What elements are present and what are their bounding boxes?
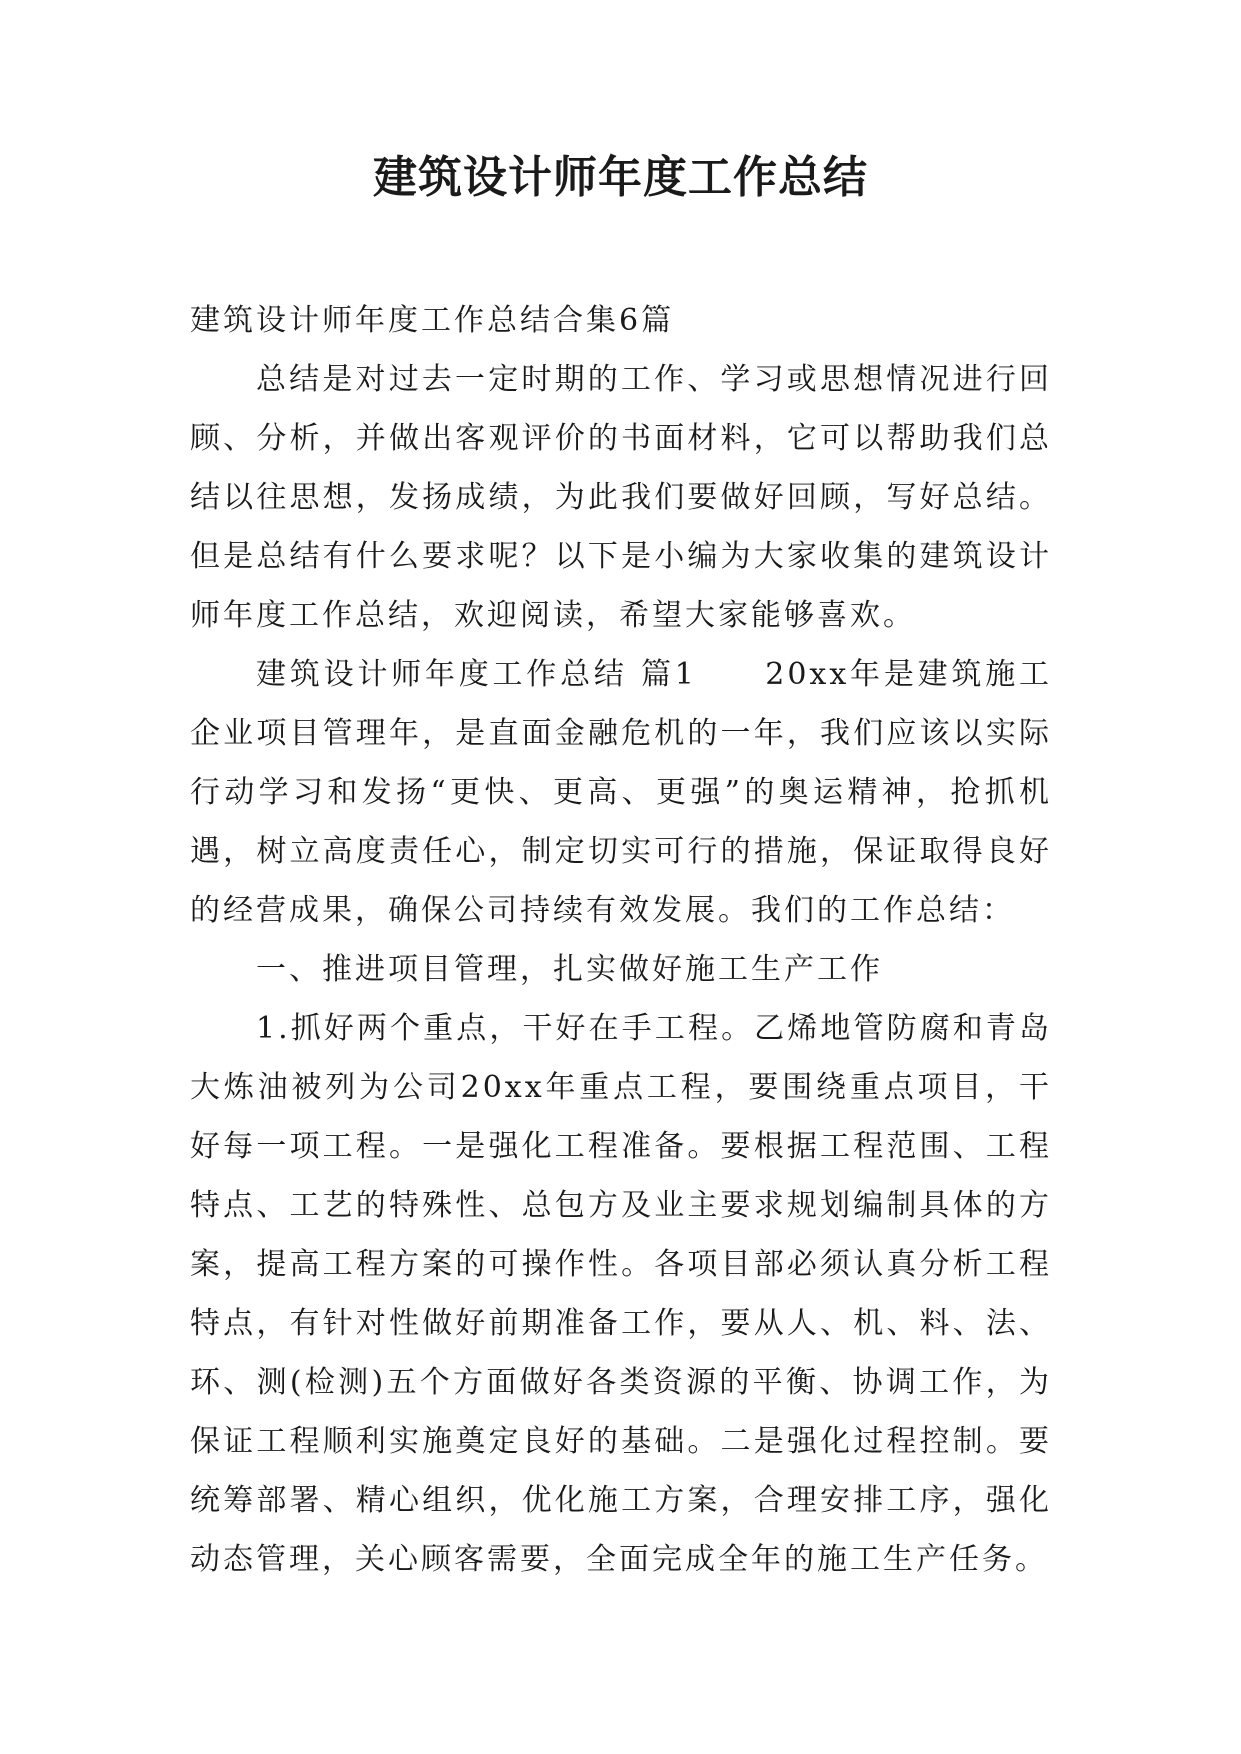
document-body <box>190 291 1052 1589</box>
paragraph-part-one: 建筑设计师年度工作总结 篇1 20xx年是建筑施工企业项目管理年，是直面金融危机的一年，我们应该以实际行动学习和发扬“更快、更高、更强”的奥运精神，抢抓机遇，树立高度责任心，制定切实可行的措施，保证取得良好的经营成果，确保公司持续有效发展。我们的工作总结： <box>190 657 1052 928</box>
paragraph-subtitle: 建筑设计师年度工作总结合集6篇 <box>190 303 675 338</box>
paragraph-section-heading: 一、推进项目管理，扎实做好施工生产工作 <box>256 952 883 987</box>
paragraph-intro: 总结是对过去一定时期的工作、学习或思想情况进行回顾、分析，并做出客观评价的书面材料，它可以帮助我们总结以往思想，发扬成绩，为此我们要做好回顾，写好总结。但是总结有什么要求呢？以下是小编为大家收集的建筑设计师年度工作总结，欢迎阅读，希望大家能够喜欢。 <box>190 362 1052 633</box>
paragraph-point-one: 1.抓好两个重点，干好在手工程。乙烯地管防腐和青岛大炼油被列为公司20xx年重点工程，要围绕重点项目，干好每一项工程。一是强化工程准备。要根据工程范围、工程特点、工艺的特殊性、总包方及业主要求规划编制具体的方案，提高工程方案的可操作性。各项目部必须认真分析工程特点，有针对性做好前期准备工作，要从人、机、料、法、环、测(检测)五个方面做好各类资源的平衡、协调工作，为保证工程顺利实施奠定良好的基础。二是强化过程控制。要统筹部署、精心组织，优化施工方案，合理安排工序，强化动态管理，关心顾客需要，全面完成全年的施工生产任务。 <box>190 1011 1052 1577</box>
document-title: 建筑设计师年度工作总结 <box>373 152 868 203</box>
